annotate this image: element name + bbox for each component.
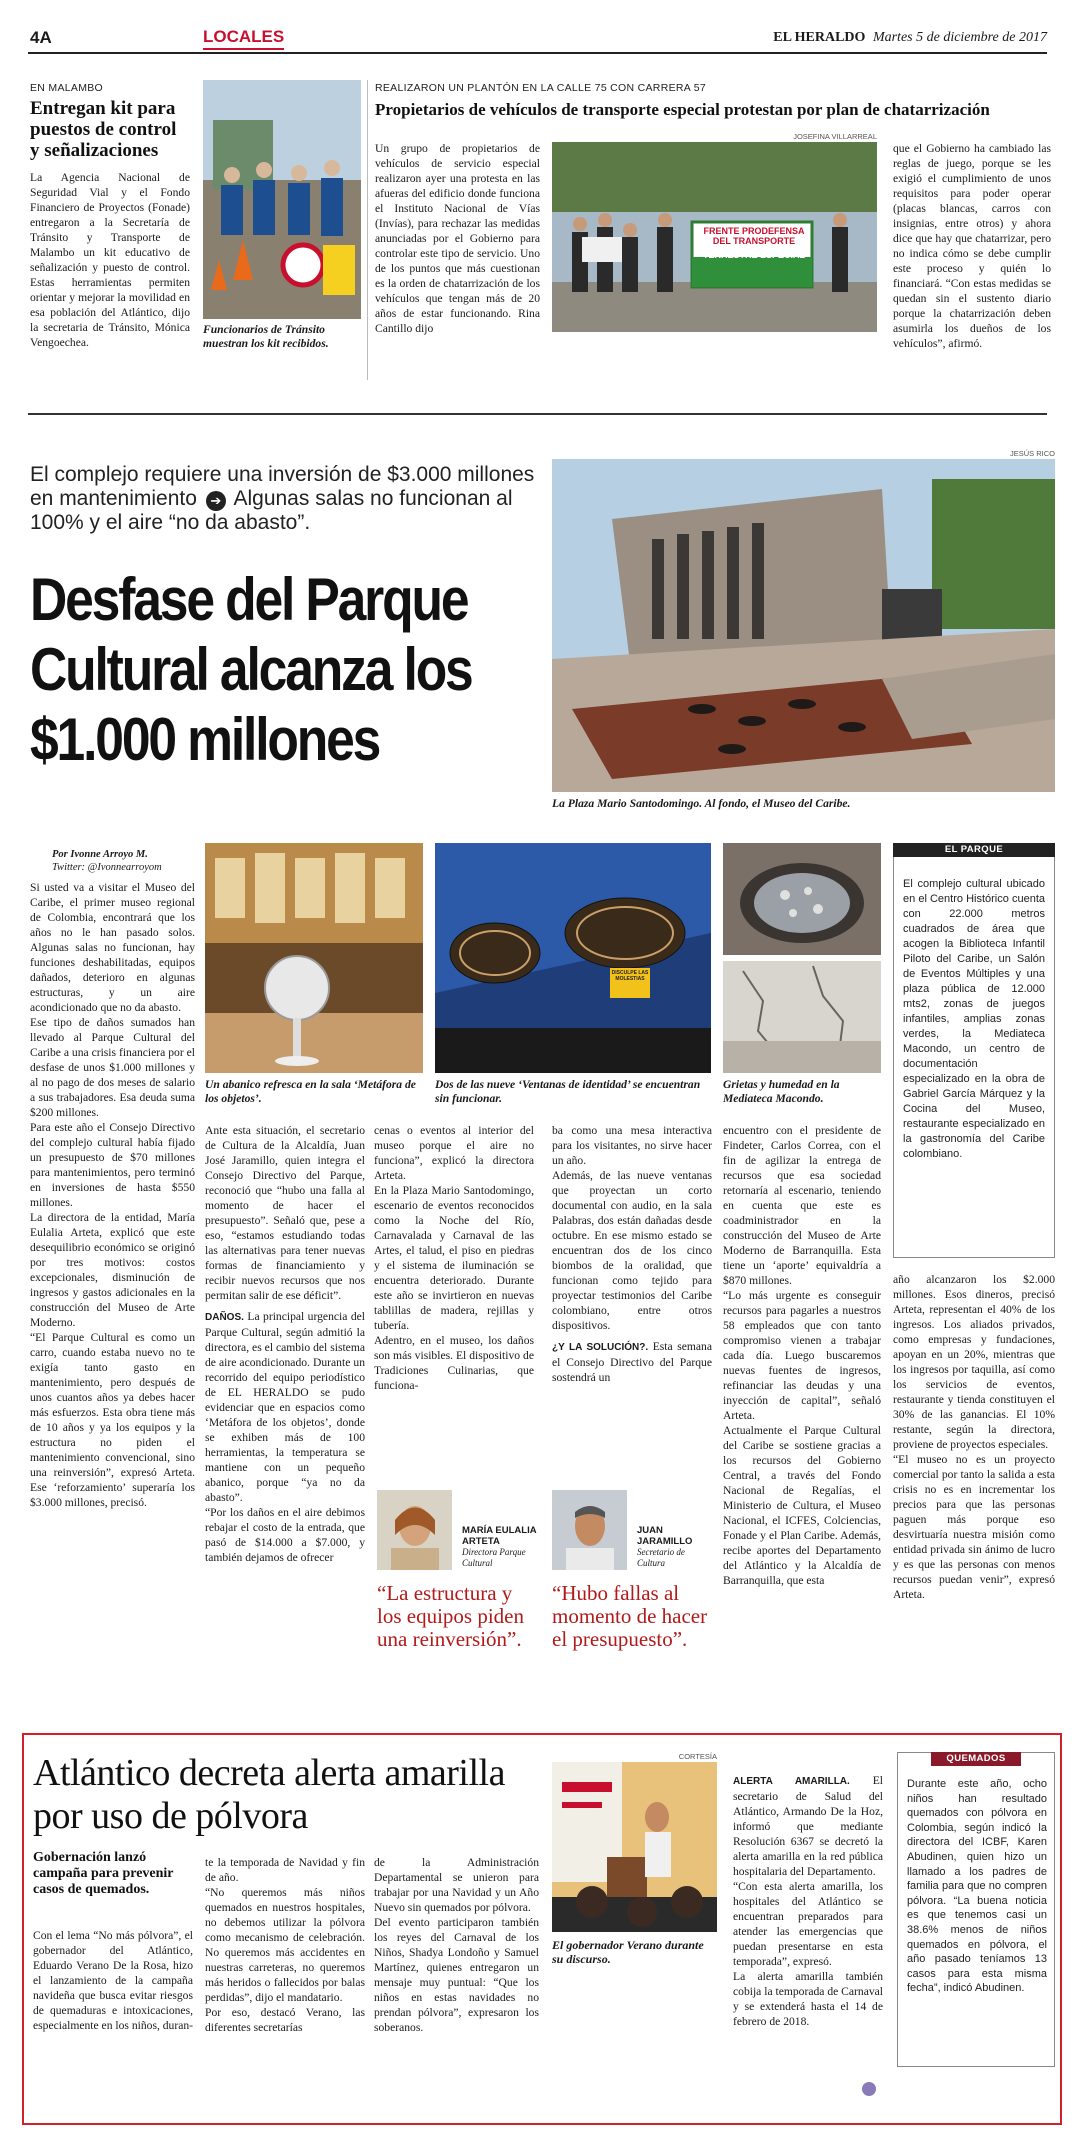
deck-part-2: Algunas salas no funcionan al 100% y el aire “no da abasto”. (30, 487, 513, 534)
kit-photo-caption: Funcionarios de Tránsito muestran los kit recibidos. (203, 323, 329, 350)
arteta-role: Directora Parque Cultural (462, 1547, 526, 1568)
parque-headline: Desfase del Parque Cultural alcanza los $1.000 millones (30, 566, 472, 773)
issue-date: Martes 5 de diciembre de 2017 (872, 30, 1047, 45)
section-label (203, 27, 284, 47)
deck-part-1: El complejo requiere una inversión de $3.000 millones en mantenimiento (30, 463, 535, 510)
col2-part-b: La principal urgencia del Parque Cultural, según admitió la directora, es el cambio del sistema de aire acondicionado. Durante un recorrido del equipo periodístico de EL HERALDO se pudo evidenciar que en espacios como ‘Metáfora de los objetos’, donde se exhiben más de 100 herramientas, la temperatura se mantiene con un pequeño abanico, porque “ya no da abasto”. “Por los daños en el aire debimos rebajar el costo de la entrada, que pasó de $14.000 a $7.000, y también dejamos de ofrecer (205, 1310, 365, 1564)
windows-photo (435, 843, 711, 1073)
fan-photo (205, 843, 423, 1073)
kit-kicker: EN MALAMBO (30, 82, 104, 94)
polvora-photo-caption: El gobernador Verano durante su discurso. (552, 1938, 704, 1966)
kit-photo (203, 80, 361, 319)
polvora-headline: Atlántico decreta alerta amarilla por uso de pólvora (33, 1752, 505, 1837)
kit-divider (367, 80, 368, 380)
polvora-col-1: Con el lema “No más pólvora”, el gobernador del Atlántico, Eduardo Verano De la Rosa, hizo el lanzamiento de la campaña navideña que busca evitar riesgos de quemaduras e intoxicaciones, especialmente en los niños, duran- (33, 1929, 194, 2032)
parque-deck (30, 463, 540, 535)
parque-col-4 (552, 1123, 712, 1385)
byline-name: Por Ivonne Arroyo M. (52, 849, 148, 860)
byline-twitter: Twitter: @Ivonnearroyom (52, 862, 162, 873)
arteta-name: MARÍA EULALIA ARTETA (462, 1525, 537, 1547)
col2-subhead: DAÑOS. (205, 1312, 244, 1323)
chat-body-left: Un grupo de propietarios de vehículos de servicio especial realizaron ayer una protesta en las afueras del edificio donde funciona el Instituto Nacional de Vías (Invías), para rechazar las medidas anunciadas por el Gobierno para controlar este tipo de servicio. Uno de los puntos que más cuestionan es la orden de chatarrización de los vehículos que tengan más de 20 años de estar funcionando. Rina Cantillo dijo (375, 142, 540, 335)
jaramillo-role: Secretario de Cultura (637, 1547, 685, 1568)
banner-line-3: TERRESTRE ESPECIAL (702, 250, 805, 260)
windows-sign: DISCULPE LAS MOLESTIAS (611, 970, 649, 982)
polvora-photo-credit: CORTESÍA (678, 1752, 717, 1761)
polvora-deck: Gobernación lanzó campaña para prevenir casos de quemados. (33, 1850, 174, 1897)
jaramillo-id (637, 1525, 715, 1569)
jaramillo-name: JUAN JARAMILLO (637, 1525, 693, 1547)
col2-part-a: Ante esta situación, el secretario de Cultura de la Alcaldía, Juan José Jaramillo, quien integra el Consejo Directivo del Parque, reconoció que “hubo una falla al momento de hacer el presupuesto”. Señaló que, pese a eso, “estamos estudiando todas las alternativas para tener nuevas formas de financiamiento y recibir nuevos recursos que nos permitan salir de ese déficit”. (205, 1124, 365, 1302)
col4-part-b: Esta semana el Consejo Directivo del Parque sostendrá un (552, 1340, 712, 1384)
fan-caption: Un abanico refresca en la sala ‘Metáfora de los objetos’. (205, 1078, 416, 1105)
chat-photo-credit: JOSEFINA VILLARREAL (793, 132, 877, 141)
col4-subhead: ¿Y LA SOLUCIÓN?. (552, 1342, 649, 1353)
chat-body-right: que el Gobierno ha cambiado las reglas de juego, porque se les exigió el cumplimiento de unos requisitos para poder operar (placas blancas, carros con insignias, entre otros) y ahora dice que hay que chatarrizar, pero no indica cómo se debe cumplir este proceso y quién lo financiará. “Con estas medidas se quedan sin el sustento diario porque la chatarrización deben asumirla los dueños de los vehículos”, afirmó. (893, 142, 1051, 350)
parque-col-6: año alcanzaron los $2.000 millones. Esos dineros, precisó Arteta, representan el 40% de los ingresos. Los aliados privados, como empresas y fundaciones, apoyan en un 20%, mientras que los ingresos por taquilla, así como los servicios de eventos, restaurante y tienda constituyen el 30% de las ganancias. El 10% restante, según la directora, proviene de proyectos especiales. “El museo no es un proyecto comercial por tanto la salida a esta crisis no es en incrementar los precios para que las personas paguen más porque eso desvirtuaría nuestra misión como entidad privada sin ánimo de lucro y es que las personas con menos recursos puedan venir”, expresó Arteta. (893, 1273, 1055, 1601)
deck-arrow-icon: ➔ (206, 491, 226, 511)
chat-kicker: REALIZARON UN PLANTÓN EN LA CALLE 75 CON CARRERA 57 (375, 82, 706, 94)
jaramillo-quote: “Hubo fallas al momento de hacer el presupuesto”. (552, 1581, 708, 1651)
col4-part-b-wrap (552, 1339, 712, 1385)
section-rule-1 (28, 413, 1047, 415)
parque-col-5: encuentro con el presidente de Findeter, Carlos Correa, con el fin de agilizar la entrega de recursos que esa sociedad retornaría al escenario, teniendo en cuenta que este es coadministrador en la construcción del Museo de Arte Moderno de Barranquilla. Esta tiene un ‘aporte’ equivaldría a $870 millones. “Lo más urgente es conseguir recursos para pagarles a nuestros 58 empleados que con tanto compromiso vienen a trabajar cada día. Luego buscaremos nuevas fuentes de ingresos, refinanciar las deudas y una inyección de capital”, señaló Arteta. Actualmente el Parque Cultural del Caribe se sostiene gracias a los recursos del Gobierno Central, a través del Fondo Nacional de Regalías, el Ministerio de Cultura, el Museo Nacional, el ICFES, Colciencias, Fonade y el Plan Caribe. Además, recibe aportes del Departamento del Atlántico y la Alcaldía de Barranquilla, que esta (723, 1124, 881, 1587)
polvora-col4-subhead: ALERTA AMARILLA. (733, 1776, 850, 1787)
arteta-quote: “La estructura y los equipos piden una reinversión”. (377, 1581, 524, 1651)
footer-ornament-icon (862, 2082, 876, 2096)
parque-sidebar-tag: EL PARQUE (893, 843, 1055, 857)
parque-sidebar-text: El complejo cultural ubicado en el Centro Histórico cuenta con 22.000 metros cuadrados de área que acogen la Biblioteca Infantil Piloto del Caribe, un Salón de Eventos Múltiples y una plaza pública de 12.000 mts2, zonas de juegos infantiles, amplias zonas verdes, la Mediateca Macondo, un centro de documentación especializado en la obra de Gabriel García Márquez y la Cocina del Museo, restaurante especializado en la gastronomía del Caribe colombiano. (903, 878, 1045, 1160)
polvora-photo (552, 1762, 717, 1932)
masthead-paper-date (773, 30, 1047, 46)
kit-body: La Agencia Nacional de Seguridad Vial y el Fondo Financiero de Proyectos (Fonade) entregaron a la Secretaría de Tránsito y Transporte de Malambo un kit educativo de señalización y puesto de control. Estas herramientas permiten orientar y mejorar la movilidad en esa población del Atlántico, dijo la secretaria de Tránsito, Mónica Vengoechea. (30, 171, 190, 349)
parque-main-photo (552, 459, 1055, 792)
parque-col-2 (205, 1123, 365, 1565)
parque-col-3: cenas o eventos al interior del museo porque el aire no funciona”, explicó la directora Arteta. En la Plaza Mario Santodomingo, escenario de eventos reconocidos como la Noche del Río, Carnavalada y Carnaval de las Artes, el talud, el piso en piedras y el sistema de iluminación se encuentra deteriorado. Durante este año se invirtieron en nuevas tablillas de madera, rejillas y tubería. Adentro, en el museo, los daños son más visibles. El dispositivo de Tradiciones Culinarias, que funciona- (374, 1124, 534, 1392)
chat-banner-text (695, 226, 813, 260)
polvora-col-3: de la Administración Departamental se unieron para trabajar por una Navidad y un Año Nuevo sin quemados por pólvora. Del evento participaron también los reyes del Carnaval de los Niños, Shadya Londoño y Samuel Martínez, quienes entregaron un mensaje muy puntual: “Que los niños en estas navidades no prendan pólvora”, expresaron los soberanos. (374, 1856, 539, 2034)
parque-byline (52, 848, 202, 874)
col2-part-b-wrap (205, 1309, 365, 1565)
cracks-photo-bottom (723, 961, 881, 1073)
chat-title: Propietarios de vehículos de transporte especial protestan por plan de chatarrización (375, 100, 990, 119)
paper-name: EL HERALDO (773, 30, 866, 45)
arteta-id (462, 1525, 542, 1569)
polvora-col-4 (733, 1758, 883, 2029)
banner-line-1: FRENTE PRODEFENSA (703, 226, 805, 236)
arteta-portrait (377, 1490, 452, 1570)
quemados-sidebar-tag: QUEMADOS (931, 1752, 1021, 1766)
section-name: LOCALES (203, 27, 285, 46)
section-underline (203, 48, 284, 50)
quemados-sidebar-text: Durante este año, ocho niños han resultado quemados con pólvora en Colombia, según indicó la directora del ICBF, Karen Abudinen, quien hizo un llamado a los padres de familia para que no compren pólvora. “La buena noticia es que tenemos casi un 38.6% menos de niños quemados en pólvora, el año pasado teníamos 13 casos para esta misma fecha”, indicó Abudinen. (907, 1778, 1047, 1995)
page-number: 4A (30, 28, 52, 47)
parque-main-caption: La Plaza Mario Santodomingo. Al fondo, el Museo del Caribe. (552, 797, 851, 810)
masthead-rule (28, 52, 1047, 54)
cracks-caption: Grietas y humedad en la Mediateca Macondo. (723, 1078, 840, 1105)
cracks-photo-top (723, 843, 881, 955)
kit-title: Entregan kit para puestos de control y señalizaciones (30, 98, 177, 161)
banner-line-2: DEL TRANSPORTE (712, 236, 796, 246)
windows-caption: Dos de las nueve ‘Ventanas de identidad’ se encuentran sin funcionar. (435, 1078, 701, 1105)
jaramillo-portrait (552, 1490, 627, 1570)
parque-col-1: Si usted va a visitar el Museo del Caribe, el primer museo regional de Colombia, encontrará que los años no le han pasado solos. Algunas salas no funcionan, hay funciones deshabilitadas, equipos dañados, deterioro en algunas estructuras, y un aire acondicionado que no da abasto. Ese tipo de daños sumados han llevado al Parque Cultural del Caribe a una crisis financiera por el desfase de unos $1.000 millones y al no pago de dos meses de salario a sus trabajadores. Esa deuda suma $200 millones. Para este año el Consejo Directivo del complejo cultural había fijado un presupuesto de $70 millones para mantenimientos, pero terminó en inversiones de hasta $550 millones. La directora de la entidad, María Eulalia Arteta, explicó que este desequilibrio económico se originó por tres motivos: costos excepcionales, disminución de ingresos y gastos adicionales en la construcción del Museo de Arte Moderno. “El Parque Cultural es como un carro, cuando estaba nuevo no te exigía tanto gasto en mantenimiento, pero después de unos cuantos años ya debes hacer más esfuerzos. Esta obra tiene más de 10 años y ya los equipos y la estructura no piden el mantenimiento convencional, sino una reinversión”, expresó Arteta. Ese ‘reforzamiento’ superaría los $3.000 millones, precisó. (30, 881, 195, 1509)
col4-part-a: ba como una mesa interactiva para los visitantes, no sirve hacer un año. Además, de las nueve ventanas que proyectan un corto documental con audio, en la sala Palabras, dos están dañadas desde octubre. En ese mismo estado se encuentran dos de los cinco biombos de la oralidad, que funcionan como tejido para proyectar testimonios del Caribe colombiano, entre otros dispositivos. (552, 1124, 712, 1332)
polvora-col-2: te la temporada de Navidad y fin de año. “No queremos más niños quemados en nuestros hospitales, no debemos utilizar la pólvora como mecanismo de celebración. No queremos más accidentes en nuestras carreteras, no queremos más heridos o fallecidos por balas perdidas”, dijo el mandatario. Por eso, destacó Verano, las diferentes secretarías (205, 1856, 365, 2034)
parque-photo-credit: JESÚS RICO (1009, 449, 1055, 458)
polvora-col4-body: El secretario de Salud del Atlántico, Armando De la Hoz, informó que mediante Resolución 6367 se decretó la alerta amarilla en la red pública hospitalaria del Departamento. “Con esta alerta amarilla, los hospitales del Atlántico se encuentran preparados para atender las emergencias que puedan presentarse en esta temporada”, expresó. La alerta amarilla también cobija la temporada de Carnaval y se extenderá hasta el 14 de febrero de 2018. (733, 1774, 884, 2028)
